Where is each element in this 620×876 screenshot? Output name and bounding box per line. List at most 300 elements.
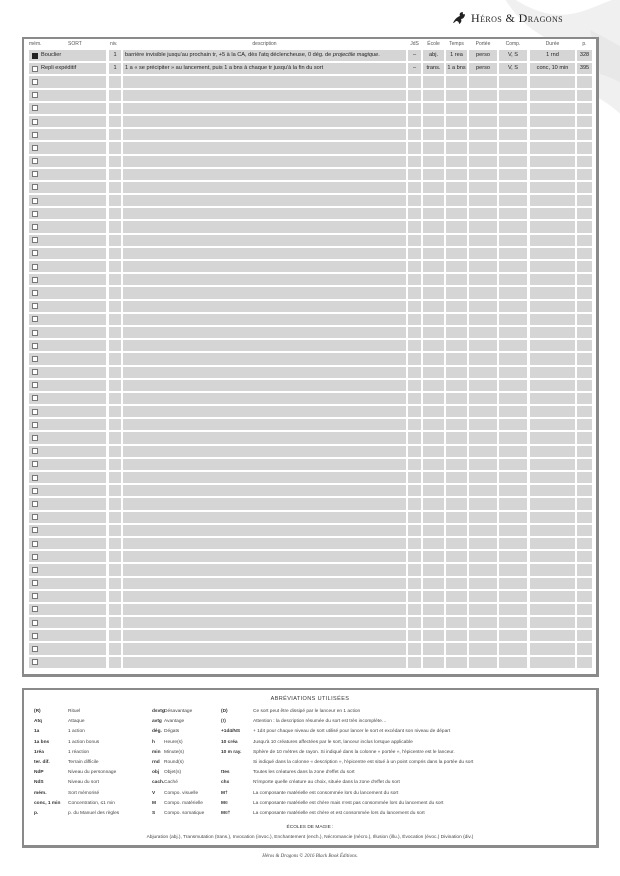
level-cell[interactable]	[109, 169, 121, 180]
description-cell[interactable]	[123, 657, 406, 668]
temps-cell[interactable]	[446, 591, 467, 602]
description-cell[interactable]	[123, 353, 406, 364]
level-cell[interactable]	[109, 551, 121, 562]
level-cell[interactable]	[109, 340, 121, 351]
temps-cell[interactable]: 1 rea	[446, 50, 467, 61]
memorized-checkbox[interactable]	[32, 461, 38, 467]
level-cell[interactable]	[109, 353, 121, 364]
temps-cell[interactable]	[446, 90, 467, 101]
portee-cell[interactable]	[469, 261, 497, 272]
description-cell[interactable]	[123, 643, 406, 654]
jds-cell[interactable]	[408, 393, 421, 404]
description-cell[interactable]	[123, 446, 406, 457]
memorized-checkbox[interactable]	[32, 171, 38, 177]
ecole-cell[interactable]	[423, 103, 444, 114]
level-cell[interactable]	[109, 406, 121, 417]
comp-cell[interactable]	[499, 630, 527, 641]
jds-cell[interactable]	[408, 340, 421, 351]
level-cell[interactable]	[109, 380, 121, 391]
description-cell[interactable]	[123, 274, 406, 285]
level-cell[interactable]	[109, 221, 121, 232]
level-cell[interactable]	[109, 103, 121, 114]
jds-cell[interactable]	[408, 406, 421, 417]
comp-cell[interactable]	[499, 142, 527, 153]
ecole-cell[interactable]	[423, 182, 444, 193]
jds-cell[interactable]	[408, 604, 421, 615]
page-cell[interactable]	[577, 459, 592, 470]
ecole-cell[interactable]	[423, 353, 444, 364]
description-cell[interactable]	[123, 498, 406, 509]
duree-cell[interactable]	[530, 578, 575, 589]
duree-cell[interactable]	[530, 380, 575, 391]
page-cell[interactable]	[577, 76, 592, 87]
spell-name-cell[interactable]	[29, 591, 106, 602]
jds-cell[interactable]	[408, 90, 421, 101]
comp-cell[interactable]	[499, 367, 527, 378]
ecole-cell[interactable]: abj.	[423, 50, 444, 61]
duree-cell[interactable]	[530, 472, 575, 483]
page-cell[interactable]: 328	[577, 50, 592, 61]
jds-cell[interactable]	[408, 657, 421, 668]
description-cell[interactable]: 1 a « se précipiter » au lancement, puis 1 a bns à chaque tr jusqu'à la fin du sort	[123, 63, 406, 74]
jds-cell[interactable]	[408, 103, 421, 114]
description-cell[interactable]	[123, 195, 406, 206]
memorized-checkbox[interactable]	[32, 290, 38, 296]
temps-cell[interactable]	[446, 142, 467, 153]
comp-cell[interactable]	[499, 195, 527, 206]
jds-cell[interactable]	[408, 591, 421, 602]
spell-name-cell[interactable]	[29, 116, 106, 127]
portee-cell[interactable]	[469, 617, 497, 628]
temps-cell[interactable]	[446, 195, 467, 206]
duree-cell[interactable]	[530, 604, 575, 615]
temps-cell[interactable]	[446, 116, 467, 127]
duree-cell[interactable]	[530, 221, 575, 232]
description-cell[interactable]	[123, 393, 406, 404]
ecole-cell[interactable]	[423, 472, 444, 483]
comp-cell[interactable]	[499, 604, 527, 615]
description-cell[interactable]	[123, 512, 406, 523]
level-cell[interactable]	[109, 604, 121, 615]
level-cell[interactable]	[109, 498, 121, 509]
description-cell[interactable]	[123, 538, 406, 549]
duree-cell[interactable]	[530, 643, 575, 654]
spell-name-cell[interactable]	[29, 353, 106, 364]
page-cell[interactable]	[577, 617, 592, 628]
portee-cell[interactable]	[469, 498, 497, 509]
page-cell[interactable]	[577, 221, 592, 232]
description-cell[interactable]	[123, 261, 406, 272]
comp-cell[interactable]	[499, 116, 527, 127]
comp-cell[interactable]	[499, 498, 527, 509]
ecole-cell[interactable]	[423, 208, 444, 219]
comp-cell[interactable]	[499, 314, 527, 325]
jds-cell[interactable]	[408, 578, 421, 589]
jds-cell[interactable]: –	[408, 50, 421, 61]
spell-name-cell[interactable]	[29, 221, 106, 232]
temps-cell[interactable]	[446, 630, 467, 641]
page-cell[interactable]	[577, 472, 592, 483]
description-cell[interactable]	[123, 182, 406, 193]
spell-name-cell[interactable]	[29, 327, 106, 338]
portee-cell[interactable]: perso	[469, 63, 497, 74]
description-cell[interactable]	[123, 591, 406, 602]
level-cell[interactable]	[109, 525, 121, 536]
jds-cell[interactable]	[408, 367, 421, 378]
level-cell[interactable]	[109, 156, 121, 167]
temps-cell[interactable]	[446, 367, 467, 378]
level-cell[interactable]	[109, 419, 121, 430]
memorized-checkbox[interactable]	[32, 343, 38, 349]
jds-cell[interactable]	[408, 525, 421, 536]
ecole-cell[interactable]	[423, 367, 444, 378]
description-cell[interactable]	[123, 169, 406, 180]
portee-cell[interactable]	[469, 314, 497, 325]
temps-cell[interactable]	[446, 551, 467, 562]
portee-cell[interactable]	[469, 169, 497, 180]
memorized-checkbox[interactable]	[32, 606, 38, 612]
jds-cell[interactable]	[408, 419, 421, 430]
temps-cell[interactable]	[446, 156, 467, 167]
level-cell[interactable]	[109, 274, 121, 285]
portee-cell[interactable]	[469, 380, 497, 391]
jds-cell[interactable]: –	[408, 63, 421, 74]
comp-cell[interactable]	[499, 103, 527, 114]
page-cell[interactable]	[577, 195, 592, 206]
memorized-checkbox[interactable]	[32, 593, 38, 599]
duree-cell[interactable]	[530, 261, 575, 272]
level-cell[interactable]	[109, 195, 121, 206]
description-cell[interactable]	[123, 419, 406, 430]
jds-cell[interactable]	[408, 208, 421, 219]
ecole-cell[interactable]	[423, 406, 444, 417]
spell-name-cell[interactable]	[29, 248, 106, 259]
comp-cell[interactable]	[499, 657, 527, 668]
portee-cell[interactable]	[469, 512, 497, 523]
portee-cell[interactable]	[469, 525, 497, 536]
memorized-checkbox[interactable]	[32, 554, 38, 560]
jds-cell[interactable]	[408, 274, 421, 285]
memorized-checkbox[interactable]	[32, 316, 38, 322]
comp-cell[interactable]	[499, 406, 527, 417]
level-cell[interactable]	[109, 538, 121, 549]
comp-cell[interactable]	[499, 248, 527, 259]
memorized-checkbox[interactable]	[32, 541, 38, 547]
spell-name-cell[interactable]	[29, 643, 106, 654]
temps-cell[interactable]	[446, 643, 467, 654]
level-cell[interactable]	[109, 591, 121, 602]
level-cell[interactable]: 1	[109, 50, 121, 61]
temps-cell[interactable]	[446, 578, 467, 589]
portee-cell[interactable]	[469, 235, 497, 246]
spell-name-cell[interactable]	[29, 419, 106, 430]
level-cell[interactable]	[109, 142, 121, 153]
level-cell[interactable]	[109, 76, 121, 87]
ecole-cell[interactable]	[423, 498, 444, 509]
page-cell[interactable]	[577, 380, 592, 391]
ecole-cell[interactable]	[423, 525, 444, 536]
comp-cell[interactable]: V, S	[499, 50, 527, 61]
duree-cell[interactable]: 1 rnd	[530, 50, 575, 61]
duree-cell[interactable]	[530, 76, 575, 87]
level-cell[interactable]	[109, 657, 121, 668]
level-cell[interactable]	[109, 643, 121, 654]
description-cell[interactable]	[123, 314, 406, 325]
level-cell[interactable]	[109, 90, 121, 101]
portee-cell[interactable]	[469, 221, 497, 232]
jds-cell[interactable]	[408, 195, 421, 206]
description-cell[interactable]: barrière invisible jusqu'au prochain tr, +5 à la CA, dès l'atq déclencheuse, 0 dég. de projectile magique.	[123, 50, 406, 61]
duree-cell[interactable]	[530, 90, 575, 101]
description-cell[interactable]	[123, 564, 406, 575]
spell-name-cell[interactable]	[29, 432, 106, 443]
memorized-checkbox[interactable]	[32, 475, 38, 481]
level-cell[interactable]	[109, 261, 121, 272]
temps-cell[interactable]	[446, 235, 467, 246]
spell-name-cell[interactable]	[29, 182, 106, 193]
comp-cell[interactable]	[499, 525, 527, 536]
spell-name-cell[interactable]	[29, 169, 106, 180]
page-cell[interactable]	[577, 591, 592, 602]
ecole-cell[interactable]	[423, 419, 444, 430]
page-cell[interactable]	[577, 182, 592, 193]
level-cell[interactable]	[109, 393, 121, 404]
page-cell[interactable]	[577, 446, 592, 457]
spell-name-cell[interactable]	[29, 208, 106, 219]
spell-name-cell[interactable]	[29, 301, 106, 312]
spell-name-cell[interactable]	[29, 156, 106, 167]
temps-cell[interactable]	[446, 221, 467, 232]
jds-cell[interactable]	[408, 512, 421, 523]
portee-cell[interactable]	[469, 630, 497, 641]
spell-name-cell[interactable]	[29, 538, 106, 549]
ecole-cell[interactable]	[423, 301, 444, 312]
ecole-cell[interactable]	[423, 327, 444, 338]
page-cell[interactable]	[577, 512, 592, 523]
spell-name-cell[interactable]	[29, 142, 106, 153]
jds-cell[interactable]	[408, 182, 421, 193]
spell-name-cell[interactable]	[29, 380, 106, 391]
portee-cell[interactable]	[469, 195, 497, 206]
memorized-checkbox[interactable]	[32, 501, 38, 507]
memorized-checkbox[interactable]	[32, 527, 38, 533]
page-cell[interactable]	[577, 103, 592, 114]
temps-cell[interactable]	[446, 129, 467, 140]
temps-cell[interactable]	[446, 301, 467, 312]
jds-cell[interactable]	[408, 287, 421, 298]
memorized-checkbox[interactable]	[32, 448, 38, 454]
portee-cell[interactable]	[469, 551, 497, 562]
spell-name-cell[interactable]	[29, 617, 106, 628]
portee-cell[interactable]	[469, 419, 497, 430]
temps-cell[interactable]	[446, 327, 467, 338]
duree-cell[interactable]	[530, 657, 575, 668]
level-cell[interactable]	[109, 248, 121, 259]
ecole-cell[interactable]	[423, 617, 444, 628]
temps-cell[interactable]	[446, 419, 467, 430]
page-cell[interactable]	[577, 248, 592, 259]
duree-cell[interactable]	[530, 446, 575, 457]
page-cell[interactable]	[577, 129, 592, 140]
page-cell[interactable]	[577, 353, 592, 364]
jds-cell[interactable]	[408, 643, 421, 654]
description-cell[interactable]	[123, 432, 406, 443]
jds-cell[interactable]	[408, 221, 421, 232]
comp-cell[interactable]	[499, 393, 527, 404]
portee-cell[interactable]	[469, 76, 497, 87]
spell-name-cell[interactable]	[29, 564, 106, 575]
portee-cell[interactable]	[469, 327, 497, 338]
spell-name-cell[interactable]	[29, 604, 106, 615]
ecole-cell[interactable]	[423, 485, 444, 496]
temps-cell[interactable]	[446, 472, 467, 483]
duree-cell[interactable]	[530, 142, 575, 153]
portee-cell[interactable]	[469, 301, 497, 312]
jds-cell[interactable]	[408, 301, 421, 312]
page-cell[interactable]	[577, 340, 592, 351]
description-cell[interactable]	[123, 221, 406, 232]
duree-cell[interactable]	[530, 617, 575, 628]
ecole-cell[interactable]	[423, 195, 444, 206]
duree-cell[interactable]	[530, 564, 575, 575]
jds-cell[interactable]	[408, 314, 421, 325]
memorized-checkbox[interactable]	[32, 303, 38, 309]
portee-cell[interactable]	[469, 248, 497, 259]
comp-cell[interactable]	[499, 617, 527, 628]
ecole-cell[interactable]	[423, 169, 444, 180]
description-cell[interactable]	[123, 630, 406, 641]
portee-cell[interactable]	[469, 432, 497, 443]
jds-cell[interactable]	[408, 630, 421, 641]
level-cell[interactable]	[109, 578, 121, 589]
temps-cell[interactable]	[446, 459, 467, 470]
jds-cell[interactable]	[408, 485, 421, 496]
page-cell[interactable]	[577, 551, 592, 562]
ecole-cell[interactable]	[423, 248, 444, 259]
spell-name-cell[interactable]	[29, 630, 106, 641]
ecole-cell[interactable]	[423, 235, 444, 246]
page-cell[interactable]	[577, 538, 592, 549]
portee-cell[interactable]	[469, 591, 497, 602]
duree-cell[interactable]	[530, 248, 575, 259]
duree-cell[interactable]	[530, 287, 575, 298]
portee-cell[interactable]	[469, 604, 497, 615]
page-cell[interactable]	[577, 235, 592, 246]
ecole-cell[interactable]	[423, 446, 444, 457]
memorized-checkbox[interactable]	[32, 250, 38, 256]
ecole-cell[interactable]	[423, 116, 444, 127]
memorized-checkbox[interactable]	[32, 330, 38, 336]
spell-name-cell[interactable]	[29, 578, 106, 589]
duree-cell[interactable]	[530, 630, 575, 641]
memorized-checkbox[interactable]	[32, 422, 38, 428]
duree-cell[interactable]	[530, 116, 575, 127]
description-cell[interactable]	[123, 578, 406, 589]
jds-cell[interactable]	[408, 459, 421, 470]
jds-cell[interactable]	[408, 472, 421, 483]
page-cell[interactable]	[577, 604, 592, 615]
memorized-checkbox[interactable]	[32, 264, 38, 270]
description-cell[interactable]	[123, 142, 406, 153]
description-cell[interactable]	[123, 208, 406, 219]
temps-cell[interactable]	[446, 485, 467, 496]
temps-cell[interactable]	[446, 604, 467, 615]
ecole-cell[interactable]	[423, 459, 444, 470]
ecole-cell[interactable]	[423, 630, 444, 641]
memorized-checkbox[interactable]	[32, 382, 38, 388]
spell-name-cell[interactable]	[29, 90, 106, 101]
ecole-cell[interactable]	[423, 287, 444, 298]
comp-cell[interactable]	[499, 512, 527, 523]
level-cell[interactable]	[109, 630, 121, 641]
spell-name-cell[interactable]	[29, 103, 106, 114]
page-cell[interactable]	[577, 498, 592, 509]
jds-cell[interactable]	[408, 142, 421, 153]
memorized-checkbox[interactable]	[32, 567, 38, 573]
jds-cell[interactable]	[408, 327, 421, 338]
spell-name-cell[interactable]	[29, 551, 106, 562]
memorized-checkbox[interactable]	[32, 158, 38, 164]
jds-cell[interactable]	[408, 235, 421, 246]
temps-cell[interactable]	[446, 103, 467, 114]
comp-cell[interactable]	[499, 538, 527, 549]
page-cell[interactable]	[577, 432, 592, 443]
portee-cell[interactable]	[469, 287, 497, 298]
level-cell[interactable]	[109, 446, 121, 457]
duree-cell[interactable]	[530, 432, 575, 443]
duree-cell[interactable]	[530, 406, 575, 417]
temps-cell[interactable]	[446, 314, 467, 325]
page-cell[interactable]: 395	[577, 63, 592, 74]
description-cell[interactable]	[123, 604, 406, 615]
comp-cell[interactable]	[499, 182, 527, 193]
spell-name-cell[interactable]	[29, 50, 106, 61]
level-cell[interactable]	[109, 208, 121, 219]
description-cell[interactable]	[123, 551, 406, 562]
description-cell[interactable]	[123, 327, 406, 338]
jds-cell[interactable]	[408, 76, 421, 87]
description-cell[interactable]	[123, 406, 406, 417]
spell-name-cell[interactable]	[29, 657, 106, 668]
duree-cell[interactable]	[530, 367, 575, 378]
ecole-cell[interactable]	[423, 314, 444, 325]
portee-cell[interactable]	[469, 182, 497, 193]
level-cell[interactable]	[109, 116, 121, 127]
ecole-cell[interactable]	[423, 221, 444, 232]
description-cell[interactable]	[123, 287, 406, 298]
description-cell[interactable]	[123, 617, 406, 628]
page-cell[interactable]	[577, 327, 592, 338]
temps-cell[interactable]	[446, 498, 467, 509]
jds-cell[interactable]	[408, 248, 421, 259]
memorized-checkbox[interactable]	[32, 145, 38, 151]
temps-cell[interactable]	[446, 248, 467, 259]
duree-cell[interactable]	[530, 512, 575, 523]
duree-cell[interactable]	[530, 327, 575, 338]
page-cell[interactable]	[577, 657, 592, 668]
page-cell[interactable]	[577, 406, 592, 417]
description-cell[interactable]	[123, 90, 406, 101]
comp-cell[interactable]	[499, 485, 527, 496]
level-cell[interactable]	[109, 314, 121, 325]
ecole-cell[interactable]	[423, 76, 444, 87]
page-cell[interactable]	[577, 274, 592, 285]
description-cell[interactable]	[123, 129, 406, 140]
duree-cell[interactable]	[530, 551, 575, 562]
memorized-checkbox[interactable]	[32, 369, 38, 375]
duree-cell[interactable]	[530, 103, 575, 114]
description-cell[interactable]	[123, 103, 406, 114]
